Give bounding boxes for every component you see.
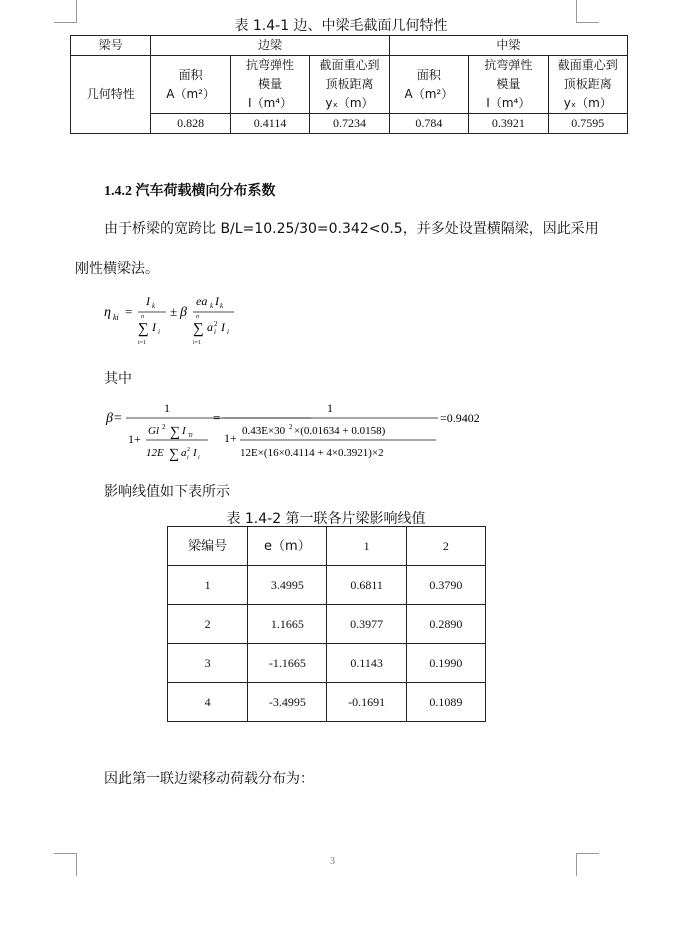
section-heading: 1.4.2 汽车荷载横向分布系数 <box>104 183 276 199</box>
distribution-formula <box>100 287 250 349</box>
table2-caption: 表 1.4-2 第一联各片梁影响线值 <box>226 511 426 527</box>
table1-caption: 表 1.4-1 边、中梁毛截面几何特性 <box>234 18 448 34</box>
paragraph-load-distribution: 因此第一联边梁移动荷载分布为： <box>104 771 314 787</box>
subheader-centroid-mid: 截面重心到 顶板距离 yₓ（m） <box>548 56 627 114</box>
svg-text:2: 2 <box>162 423 166 431</box>
section-properties-table <box>70 35 628 134</box>
svg-text:=: = <box>213 410 221 425</box>
subheader-modulus-edge: 抗弯弹性 模量 I（m⁴） <box>230 56 309 114</box>
table-row: 2 1.1665 0.3977 0.2890 <box>168 605 486 644</box>
paragraph-method: 刚性横梁法。 <box>75 261 159 277</box>
svg-text:12E: 12E <box>146 447 164 459</box>
paragraph-ratio: 由于桥梁的宽跨比 B/L=10.25/30=0.342<0.5，并多处设置横隔梁，因此采用 <box>104 221 599 237</box>
subheader-area-edge: 面积 A（m²） <box>151 56 230 114</box>
svg-text:I: I <box>221 320 225 334</box>
subheader-centroid-edge: 截面重心到 顶板距离 yₓ（m） <box>310 56 389 114</box>
value-modulus-mid: 0.3921 <box>469 114 548 134</box>
svg-text:2: 2 <box>289 423 293 431</box>
svg-text:0.43E×30: 0.43E×30 <box>242 425 286 437</box>
svg-text:i: i <box>214 328 216 336</box>
svg-text:1+: 1+ <box>224 431 237 445</box>
svg-text:i: i <box>187 455 189 461</box>
value-centroid-edge: 0.7234 <box>310 114 389 134</box>
svg-text:k: k <box>220 302 224 310</box>
paragraph-where: 其中 <box>104 371 132 387</box>
svg-text:∑: ∑ <box>193 321 204 337</box>
svg-text:β: β <box>180 305 187 320</box>
value-area-mid: 0.784 <box>389 114 468 134</box>
svg-text:k: k <box>152 302 156 310</box>
svg-text:1: 1 <box>164 401 170 415</box>
corner-mark-bottom-left <box>54 853 77 876</box>
svg-text:a: a <box>207 320 213 334</box>
svg-text:Gl: Gl <box>148 425 159 437</box>
svg-text:a: a <box>181 447 187 459</box>
header-mid-beam: 中梁 <box>389 36 627 56</box>
table-row: 3 -1.1665 0.1143 0.1990 <box>168 644 486 683</box>
table-row: 1 3.4995 0.6811 0.3790 <box>168 566 486 605</box>
svg-text:i=1: i=1 <box>193 340 202 346</box>
svg-text:n: n <box>141 314 144 320</box>
svg-text:Ti: Ti <box>188 433 193 439</box>
svg-text:∑: ∑ <box>170 425 180 440</box>
svg-text:ea: ea <box>196 294 208 308</box>
svg-text:I: I <box>146 294 150 308</box>
svg-text:I: I <box>215 294 219 308</box>
svg-text:±: ± <box>170 304 178 319</box>
value-centroid-mid: 0.7595 <box>548 114 627 134</box>
header-edge-beam: 边梁 <box>151 36 389 56</box>
svg-text:i=1: i=1 <box>138 340 147 346</box>
value-area-edge: 0.828 <box>151 114 230 134</box>
svg-text:ki: ki <box>113 313 119 322</box>
influence-line-table <box>167 526 486 722</box>
svg-text:1: 1 <box>327 401 333 415</box>
svg-text:=: = <box>125 304 133 319</box>
header-beam-no: 梁号 <box>71 36 151 56</box>
value-modulus-edge: 0.4114 <box>230 114 309 134</box>
svg-text:k: k <box>210 302 214 310</box>
svg-text:I: I <box>193 447 197 459</box>
svg-text:i: i <box>158 328 160 336</box>
beta-formula <box>102 398 502 464</box>
header-eccentricity: e（m） <box>248 527 327 566</box>
svg-text:n: n <box>196 314 199 320</box>
row-label-geometry: 几何特性 <box>71 56 151 134</box>
table-row: 4 -3.4995 -0.1691 0.1089 <box>168 683 486 722</box>
header-col-2: 2 <box>406 527 485 566</box>
svg-text:1+: 1+ <box>128 432 141 446</box>
corner-mark-bottom-right <box>576 853 599 876</box>
subheader-modulus-mid: 抗弯弹性 模量 I（m⁴） <box>469 56 548 114</box>
svg-text:×(0.01634 + 0.0158): ×(0.01634 + 0.0158) <box>294 425 386 437</box>
svg-text:∑: ∑ <box>169 447 179 462</box>
svg-text:∑: ∑ <box>138 321 149 337</box>
svg-text:i: i <box>227 328 229 336</box>
svg-text:i: i <box>198 455 200 461</box>
svg-text:β=: β= <box>106 411 123 426</box>
svg-text:I: I <box>182 425 186 437</box>
svg-text:I: I <box>152 320 156 334</box>
paragraph-influence-intro: 影响线值如下表所示 <box>104 484 230 500</box>
svg-text:12E×(16×0.4114 + 4×0.3921)×2: 12E×(16×0.4114 + 4×0.3921)×2 <box>240 447 384 459</box>
svg-text:2: 2 <box>214 320 218 328</box>
header-beam-number: 梁编号 <box>168 527 248 566</box>
svg-text:=0.9402: =0.9402 <box>440 411 480 425</box>
svg-text:η: η <box>104 305 111 320</box>
svg-text:2: 2 <box>187 447 190 453</box>
header-col-1: 1 <box>327 527 406 566</box>
subheader-area-mid: 面积 A（m²） <box>389 56 468 114</box>
page-number: 3 <box>330 856 335 867</box>
